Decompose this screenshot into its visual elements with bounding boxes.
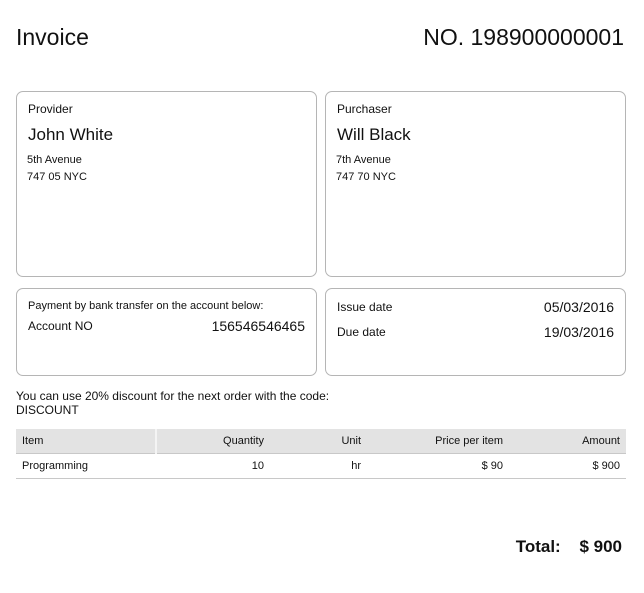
discount-text: You can use 20% discount for the next order with the code: xyxy=(16,389,330,403)
provider-card xyxy=(16,91,317,277)
cell-quantity: 10 xyxy=(156,454,270,479)
discount-code: DISCOUNT xyxy=(16,403,79,417)
account-label: Account NO xyxy=(28,319,93,333)
table-row xyxy=(16,454,626,479)
due-date-label: Due date xyxy=(337,325,386,339)
cell-item: Programming xyxy=(16,454,156,479)
purchaser-label: Purchaser xyxy=(337,102,392,116)
purchaser-name: Will Black xyxy=(337,125,411,144)
table-header-row xyxy=(16,429,626,454)
issue-date-value: 05/03/2016 xyxy=(543,299,614,315)
column-header-amount: Amount xyxy=(509,429,626,454)
purchaser-address-line2: 747 70 NYC xyxy=(336,171,396,183)
due-date-value: 19/03/2016 xyxy=(543,324,614,340)
total-label: Total: xyxy=(515,537,561,556)
cell-unit: hr xyxy=(270,454,367,479)
column-header-item: Item xyxy=(16,429,156,454)
column-header-unit: Unit xyxy=(270,429,367,454)
payment-note: Payment by bank transfer on the account below: xyxy=(28,300,264,312)
provider-address-line1: 5th Avenue xyxy=(27,154,82,166)
invoice-title: Invoice xyxy=(16,24,89,50)
provider-label: Provider xyxy=(28,102,73,116)
purchaser-address-line1: 7th Avenue xyxy=(336,154,391,166)
provider-address-line2: 747 05 NYC xyxy=(27,171,87,183)
dates-card xyxy=(325,288,626,376)
column-header-price: Price per item xyxy=(367,429,509,454)
total xyxy=(516,537,622,557)
total-value: $ 900 xyxy=(579,537,622,556)
account-number: 156546546465 xyxy=(211,318,305,334)
column-header-quantity: Quantity xyxy=(156,429,270,454)
cell-price: $ 90 xyxy=(367,454,509,479)
payment-card xyxy=(16,288,317,376)
invoice-header xyxy=(16,24,626,56)
discount-note xyxy=(16,389,329,417)
cell-amount: $ 900 xyxy=(509,454,626,479)
invoice-number: NO. 198900000001 xyxy=(423,24,624,50)
items-table xyxy=(16,429,626,479)
provider-name: John White xyxy=(28,125,114,144)
issue-date-label: Issue date xyxy=(337,300,393,314)
purchaser-card xyxy=(325,91,626,277)
